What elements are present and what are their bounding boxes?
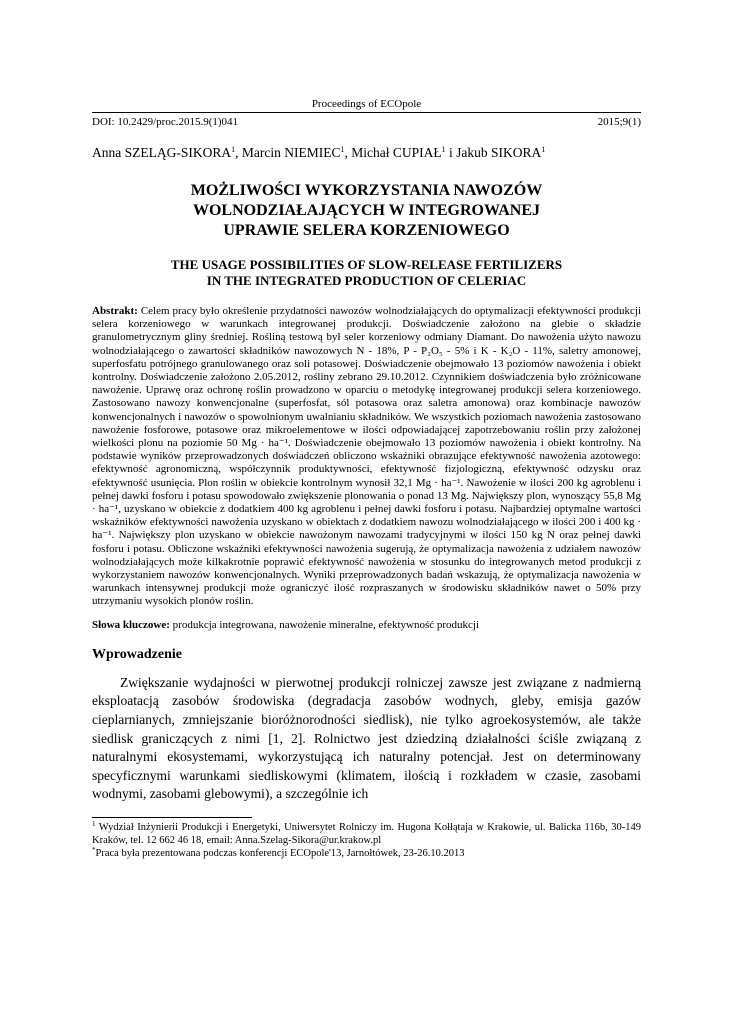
affiliation-mark: 1 (231, 145, 236, 154)
affiliation-mark: 1 (541, 145, 546, 154)
title-polish: MOŻLIWOŚCI WYKORZYSTANIA NAWOZÓW WOLNODZIAŁAJĄCYCH W INTEGROWANEJ UPRAWIE SELERA KORZENIOWEGO (190, 182, 543, 239)
paper-page (92, 96, 641, 860)
abstract-label: Abstrakt: (92, 305, 138, 317)
keywords-text: produkcja integrowana, nawożenie mineralne, efektywność produkcji (172, 618, 480, 631)
title-english: THE USAGE POSSIBILITIES OF SLOW-RELEASE FERTILIZERS IN THE INTEGRATED PRODUCTION OF CELERIAC (170, 257, 563, 288)
doi: DOI: 10.2429/proc.2015.9(1)041 (92, 116, 239, 128)
abstract-text: Celem pracy było określenie przydatności nawozów wolnodziałających do optymalizacji efektywności produkcji selera korzeniowego w warunkach integrowanej produkcji. Doświadczenie założono na glebie o składzie granulometrycznym gliny średniej. Rośliną testową był seler korzeniowy odmiany Diamant. Do nawożenia użyto nawozu wolnodziałającego o zawartości składników nawozowych N - 18%, P - P₂O₅ - 5% i K - K₂O - 11%, saletry amonowej, superfosfatu potrójnego granulowanego oraz soli potasowej. Doświadczenie obejmowało 13 poziomów nawożenia i obiekt kontrolny. Doświadczenie założono 2.05.2012, rośliny zebrano 29.10.2012. Czynnikiem doświadczenia było zróżnicowane nawożenie. Uprawę oraz ochronę roślin prowadzono w oparciu o metodykę integrowanej produkcji selera korzeniowego. Zastosowano nawozy konwencjonalne (superfosfat, sól potasowa oraz saletra amonowa) oraz kombinacje nawozów konwencjonalnych i nawozów o spowolnionym uwalnianiu składników. We wszystkich poziomach nawożenia zastosowano nawożenie fosforowe, potasowe oraz mikroelementowe w ilości odpowiadającej zapotrzebowaniu roślin przy założonej wielkości plonu na poziomie 50 Mg · ha⁻¹. Doświadczenie obejmowało 13 poziomów nawożenia i obiekt kontrolny. Na podstawie wyników przeprowadzonych doświadczeń obliczono wskaźniki obrazujące efektywność nawożenia azotowego: efektywność agronomiczną, współczynnik produktywności, efektywność fizjologiczną, efektywność odzysku oraz efektywność usunięcia. Plon roślin w obiekcie kontrolnym wynosił 32,1 Mg · ha⁻¹. Nawożenie w ilości 200 kg agroblenu i pełnej dawki fosforu i potasu spowodowało zwiększenie plonowania o ponad 13 Mg. Największy plon, wynoszący 55,8 Mg · ha⁻¹, uzyskano w obiekcie z dodatkiem 400 kg agroblenu i pełnej dawki fosforu i potasu. Najbardziej optymalne wartości wskaźników efektywności nawożenia uzyskano w obiektach z dodatkiem nawozu wolnodziałającego w ilości 200 i 400 kg · ha⁻¹. Największy plon uzyskano w obiekcie nawożonym nawozami tradycyjnymi w ilości 150 kg N oraz pełnej dawki fosforu i potasu. Obliczone wskaźniki efektywności nawożenia sugerują, że optymalizacja nawożenia z udziałem nawozów wolnodziałających może kilkakrotnie poprawić efektywność nawożenia w stosunku do integrowanych metod produkcji z wykorzystaniem nawozów konwencjonalnych. Wyniki przeprowadzonych badań wskazują, że optymalizacja nawożenia w warunkach intensywnej produkcji może ograniczyć ilość rozpraszanych w środowisku składników nawet o 50% przy utrzymaniu wysokich plonów roślin. (92, 305, 642, 608)
footnotes (92, 822, 641, 860)
affiliation-mark: 1 (441, 145, 446, 154)
section-heading-introduction: Wprowadzenie (92, 646, 182, 662)
introduction-paragraph: Zwiększanie wydajności w pierwotnej produkcji rolniczej zawsze jest związane z nadmierną eksploatacją zasobów środowiska (degradacja zasobów wodnych, gleby, emisja gazów cieplarnianych, zmniejszanie bioróżnorodności siedlisk), nie tylko agroekosystemów, ale także siedlisk graniczących z nimi [1, 2]. Rolnictwo jest dziedziną działalności ściśle związaną z naturalnymi ekosystemami, wykorzystującą ich naturalny potencjał. Jest on determinowany specyficznymi warunkami siedliskowymi (klimatem, ilością i rozkładem w czasie, zasobami wodnymi, zasobami glebowymi), a szczególnie ich (92, 674, 641, 802)
footnote-conference: *Praca była prezentowana podczas konferencji ECOpole'13, Jarnołtówek, 23-26.10.2013 (92, 845, 465, 859)
author-list (92, 144, 641, 162)
volume: 2015;9(1) (597, 116, 641, 128)
keywords (92, 619, 641, 632)
running-head: Proceedings of ECOpole (311, 98, 422, 110)
author: Marcin NIEMIEC$^1$, (241, 145, 352, 160)
author: Jakub SIKORA$^1$ (456, 145, 546, 160)
abstract (92, 305, 641, 609)
author: Anna SZELĄG-SIKORA$^1$, (92, 145, 242, 160)
keywords-label: Słowa kluczowe: (92, 618, 170, 631)
footnote-divider (92, 817, 252, 818)
affiliation-mark: 1 (340, 145, 345, 154)
author: Michał CUPIAŁ$^1$ i (351, 145, 457, 160)
doi-row (92, 112, 641, 129)
footnote-affiliation: $^1$ Wydział Inżynierii Produkcji i Energetyki, Uniwersytet Rolniczy im. Hugona Kołłątaja w Krakowie, ul. Balicka 116b, 30-149 Kraków, tel. 12 662 46 18, email: Anna.Szelag-Sikora@ur.krakow.pl (92, 820, 642, 846)
